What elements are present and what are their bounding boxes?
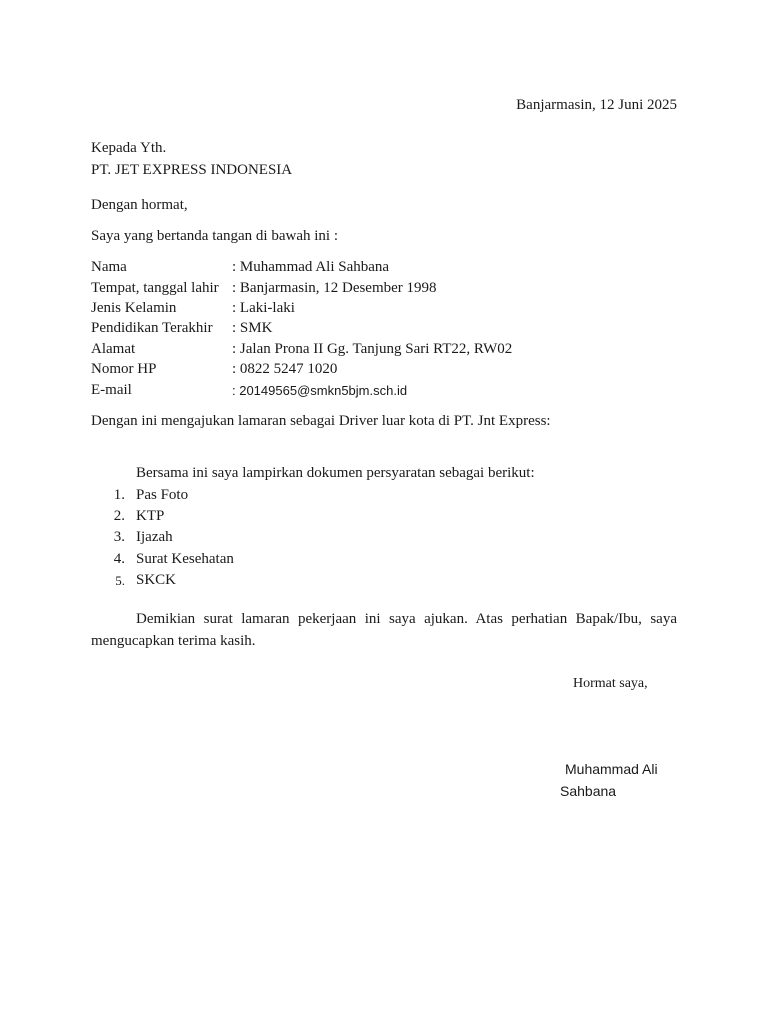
field-row-birth <box>91 281 691 301</box>
field-label: Nomor HP <box>91 361 157 377</box>
field-value: : Banjarmasin, 12 Desember 1998 <box>232 280 437 296</box>
signer-name-line2: Sahbana <box>560 783 617 799</box>
salutation: Dengan hormat, <box>91 197 188 213</box>
intro-text: Saya yang bertanda tangan di bawah ini : <box>91 228 339 244</box>
field-row-address <box>91 342 691 362</box>
list-number: 5. <box>115 573 125 588</box>
field-label: Nama <box>91 259 127 275</box>
field-label: Jenis Kelamin <box>91 300 177 316</box>
list-item <box>91 573 491 593</box>
sign-off: Hormat saya, <box>573 676 648 691</box>
field-row-phone <box>91 362 691 382</box>
place-date: Banjarmasin, 12 Juni 2025 <box>516 97 677 113</box>
list-item <box>91 509 491 529</box>
field-value: : Muhammad Ali Sahbana <box>232 259 390 275</box>
signer-name-line1: Muhammad Ali <box>565 761 658 777</box>
list-number: 1. <box>113 487 125 503</box>
list-number: 2. <box>113 508 125 524</box>
field-value: : Laki-laki <box>232 300 295 316</box>
field-value: : SMK <box>232 320 273 336</box>
list-text: SKCK <box>136 572 177 588</box>
list-text: Pas Foto <box>136 487 189 503</box>
attachments-intro: Bersama ini saya lampirkan dokumen persyaratan sebagai berikut: <box>136 465 535 481</box>
list-item <box>91 552 491 572</box>
recipient-company: PT. JET EXPRESS INDONESIA <box>91 162 293 178</box>
field-value: : Jalan Prona II Gg. Tanjung Sari RT22, RW02 <box>232 341 513 357</box>
field-label: Tempat, tanggal lahir <box>91 280 219 296</box>
list-number: 4. <box>113 551 125 567</box>
closing-paragraph: Demikian surat lamaran pekerjaan ini saya ajukan. Atas perhatian Bapak/Ibu, saya mengucapkan terima kasih. <box>91 611 677 649</box>
field-row-name <box>91 260 691 280</box>
list-item <box>91 488 491 508</box>
field-row-education <box>91 321 691 341</box>
list-text: KTP <box>136 508 165 524</box>
field-label: Alamat <box>91 341 136 357</box>
field-label: E-mail <box>91 382 132 398</box>
list-text: Surat Kesehatan <box>136 551 234 567</box>
field-row-gender <box>91 301 691 321</box>
field-value: : 20149565@smkn5bjm.sch.id <box>232 383 408 398</box>
list-text: Ijazah <box>136 529 173 545</box>
list-item <box>91 530 491 550</box>
list-number: 3. <box>113 529 125 545</box>
field-value: : 0822 5247 1020 <box>232 361 338 377</box>
recipient-greeting: Kepada Yth. <box>91 140 167 156</box>
field-row-email <box>91 383 691 403</box>
field-label: Pendidikan Terakhir <box>91 320 213 336</box>
application-statement: Dengan ini mengajukan lamaran sebagai Driver luar kota di PT. Jnt Express: <box>91 413 551 429</box>
